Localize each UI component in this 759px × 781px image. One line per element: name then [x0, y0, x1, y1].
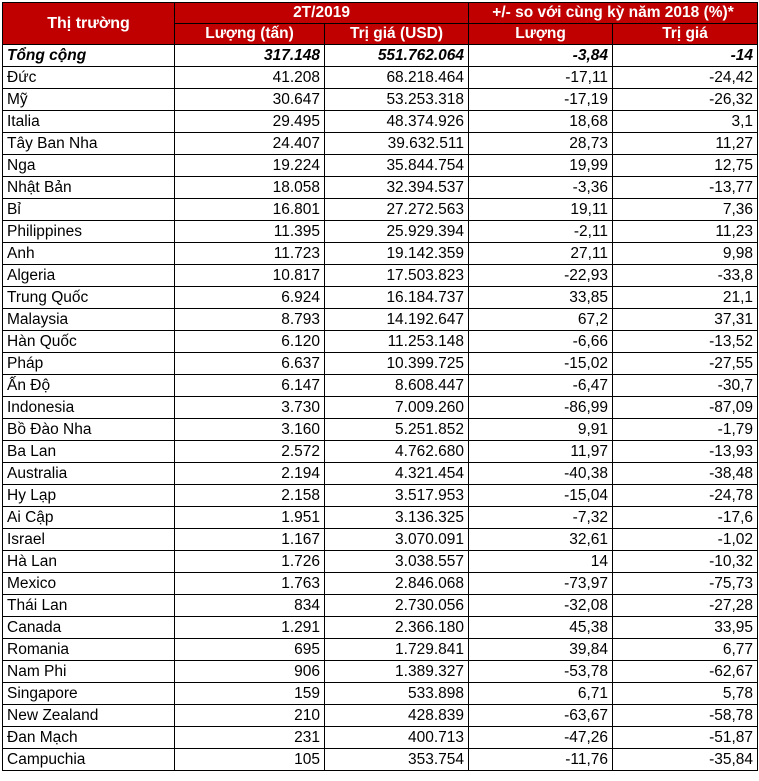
volume-cell: 3.160: [175, 419, 325, 441]
change-value-cell: 33,95: [613, 617, 758, 639]
volume-cell: 6.637: [175, 353, 325, 375]
change-volume-cell: -22,93: [469, 265, 613, 287]
volume-cell: 41.208: [175, 67, 325, 89]
value-cell: 10.399.725: [325, 353, 469, 375]
change-volume-cell: -15,04: [469, 485, 613, 507]
change-volume-cell: -53,78: [469, 661, 613, 683]
market-name: Trung Quốc: [3, 287, 175, 309]
value-cell: 3.038.557: [325, 551, 469, 573]
change-value-cell: -33,8: [613, 265, 758, 287]
value-cell: 3.070.091: [325, 529, 469, 551]
volume-cell: 2.194: [175, 463, 325, 485]
value-cell: 428.839: [325, 705, 469, 727]
table-row: [3, 595, 758, 617]
change-volume-cell: -6,66: [469, 331, 613, 353]
volume-cell: 3.730: [175, 397, 325, 419]
header-change: +/- so với cùng kỳ năm 2018 (%)*: [469, 3, 758, 24]
header-market: Thị trường: [3, 3, 175, 45]
change-value-cell: 11,23: [613, 221, 758, 243]
value-cell: 48.374.926: [325, 111, 469, 133]
table-row: [3, 265, 758, 287]
market-name: Mỹ: [3, 89, 175, 111]
table-row: [3, 353, 758, 375]
change-volume-cell: -2,11: [469, 221, 613, 243]
change-volume-cell: 39,84: [469, 639, 613, 661]
change-volume-cell: 9,91: [469, 419, 613, 441]
volume-cell: 834: [175, 595, 325, 617]
table-body: [3, 45, 758, 771]
value-cell: 1.729.841: [325, 639, 469, 661]
header-value: Trị giá (USD): [325, 24, 469, 45]
value-cell: 39.632.511: [325, 133, 469, 155]
change-volume-cell: -15,02: [469, 353, 613, 375]
market-name: Singapore: [3, 683, 175, 705]
table-row: [3, 463, 758, 485]
value-cell: 35.844.754: [325, 155, 469, 177]
value-cell: 7.009.260: [325, 397, 469, 419]
change-value-cell: 7,36: [613, 199, 758, 221]
value-cell: 533.898: [325, 683, 469, 705]
volume-cell: 30.647: [175, 89, 325, 111]
total-change-volume: -3,84: [469, 45, 613, 67]
market-name: Tây Ban Nha: [3, 133, 175, 155]
change-volume-cell: 27,11: [469, 243, 613, 265]
change-volume-cell: -40,38: [469, 463, 613, 485]
value-cell: 14.192.647: [325, 309, 469, 331]
table-row: [3, 287, 758, 309]
volume-cell: 6.120: [175, 331, 325, 353]
change-volume-cell: 45,38: [469, 617, 613, 639]
value-cell: 11.253.148: [325, 331, 469, 353]
change-volume-cell: -86,99: [469, 397, 613, 419]
change-value-cell: -62,67: [613, 661, 758, 683]
volume-cell: 2.572: [175, 441, 325, 463]
table-row: [3, 661, 758, 683]
change-volume-cell: 11,97: [469, 441, 613, 463]
volume-cell: 210: [175, 705, 325, 727]
market-name: Bỉ: [3, 199, 175, 221]
value-cell: 1.389.327: [325, 661, 469, 683]
market-name: Nam Phi: [3, 661, 175, 683]
change-value-cell: 21,1: [613, 287, 758, 309]
market-name: Đức: [3, 67, 175, 89]
market-name: Israel: [3, 529, 175, 551]
volume-cell: 6.147: [175, 375, 325, 397]
table-row: [3, 397, 758, 419]
value-cell: 4.762.680: [325, 441, 469, 463]
volume-cell: 695: [175, 639, 325, 661]
header-row-1: [3, 3, 758, 24]
change-value-cell: -51,87: [613, 727, 758, 749]
change-volume-cell: 18,68: [469, 111, 613, 133]
table-header: [3, 3, 758, 45]
header-change-volume: Lượng: [469, 24, 613, 45]
market-name: Algeria: [3, 265, 175, 287]
change-value-cell: -1,02: [613, 529, 758, 551]
volume-cell: 10.817: [175, 265, 325, 287]
volume-cell: 1.167: [175, 529, 325, 551]
change-value-cell: -38,48: [613, 463, 758, 485]
table-row: [3, 89, 758, 111]
table-row: [3, 683, 758, 705]
value-cell: 32.394.537: [325, 177, 469, 199]
market-name: Hà Lan: [3, 551, 175, 573]
volume-cell: 6.924: [175, 287, 325, 309]
change-value-cell: -87,09: [613, 397, 758, 419]
market-name: Thái Lan: [3, 595, 175, 617]
volume-cell: 11.723: [175, 243, 325, 265]
table-row: [3, 507, 758, 529]
volume-cell: 16.801: [175, 199, 325, 221]
change-volume-cell: 14: [469, 551, 613, 573]
volume-cell: 1.291: [175, 617, 325, 639]
table-row: [3, 617, 758, 639]
change-volume-cell: 32,61: [469, 529, 613, 551]
volume-cell: 8.793: [175, 309, 325, 331]
value-cell: 17.503.823: [325, 265, 469, 287]
change-value-cell: -17,6: [613, 507, 758, 529]
market-name: Mexico: [3, 573, 175, 595]
table-row: [3, 111, 758, 133]
value-cell: 16.184.737: [325, 287, 469, 309]
change-value-cell: -13,77: [613, 177, 758, 199]
change-value-cell: -10,32: [613, 551, 758, 573]
change-value-cell: 12,75: [613, 155, 758, 177]
change-volume-cell: -47,26: [469, 727, 613, 749]
market-name: Hy Lạp: [3, 485, 175, 507]
table-row: [3, 67, 758, 89]
change-volume-cell: -3,36: [469, 177, 613, 199]
table-row: [3, 375, 758, 397]
page: [2, 2, 758, 771]
value-cell: 68.218.464: [325, 67, 469, 89]
market-name: Ba Lan: [3, 441, 175, 463]
value-cell: 27.272.563: [325, 199, 469, 221]
table-row: [3, 177, 758, 199]
change-value-cell: -75,73: [613, 573, 758, 595]
market-name: Canada: [3, 617, 175, 639]
change-volume-cell: -32,08: [469, 595, 613, 617]
market-name: Hàn Quốc: [3, 331, 175, 353]
change-volume-cell: -7,32: [469, 507, 613, 529]
total-value: 551.762.064: [325, 45, 469, 67]
change-volume-cell: -63,67: [469, 705, 613, 727]
market-name: New Zealand: [3, 705, 175, 727]
header-volume: Lượng (tấn): [175, 24, 325, 45]
value-cell: 25.929.394: [325, 221, 469, 243]
change-value-cell: 9,98: [613, 243, 758, 265]
change-value-cell: 37,31: [613, 309, 758, 331]
table-row: [3, 551, 758, 573]
header-change-value: Trị giá: [613, 24, 758, 45]
change-value-cell: -27,28: [613, 595, 758, 617]
value-cell: 2.846.068: [325, 573, 469, 595]
volume-cell: 1.726: [175, 551, 325, 573]
table-row: [3, 529, 758, 551]
table-row: [3, 727, 758, 749]
change-volume-cell: 19,99: [469, 155, 613, 177]
change-value-cell: -1,79: [613, 419, 758, 441]
change-volume-cell: 28,73: [469, 133, 613, 155]
volume-cell: 1.951: [175, 507, 325, 529]
total-row: [3, 45, 758, 67]
change-volume-cell: 67,2: [469, 309, 613, 331]
market-name: Ấn Độ: [3, 375, 175, 397]
volume-cell: 2.158: [175, 485, 325, 507]
table-row: [3, 639, 758, 661]
change-volume-cell: -73,97: [469, 573, 613, 595]
market-name: Đan Mạch: [3, 727, 175, 749]
value-cell: 19.142.359: [325, 243, 469, 265]
value-cell: 2.730.056: [325, 595, 469, 617]
volume-cell: 11.395: [175, 221, 325, 243]
value-cell: 353.754: [325, 749, 469, 771]
table-row: [3, 573, 758, 595]
volume-cell: 231: [175, 727, 325, 749]
total-name: Tổng cộng: [3, 45, 175, 67]
value-cell: 2.366.180: [325, 617, 469, 639]
table-row: [3, 705, 758, 727]
value-cell: 400.713: [325, 727, 469, 749]
table-row: [3, 441, 758, 463]
value-cell: 3.517.953: [325, 485, 469, 507]
table-row: [3, 485, 758, 507]
change-value-cell: -13,93: [613, 441, 758, 463]
change-volume-cell: 6,71: [469, 683, 613, 705]
market-name: Nhật Bản: [3, 177, 175, 199]
table-row: [3, 243, 758, 265]
change-volume-cell: -11,76: [469, 749, 613, 771]
market-name: Italia: [3, 111, 175, 133]
market-name: Anh: [3, 243, 175, 265]
value-cell: 53.253.318: [325, 89, 469, 111]
change-value-cell: 3,1: [613, 111, 758, 133]
table-row: [3, 331, 758, 353]
volume-cell: 1.763: [175, 573, 325, 595]
market-name: Campuchia: [3, 749, 175, 771]
market-name: Australia: [3, 463, 175, 485]
change-value-cell: 11,27: [613, 133, 758, 155]
market-name: Pháp: [3, 353, 175, 375]
volume-cell: 18.058: [175, 177, 325, 199]
change-volume-cell: -17,19: [469, 89, 613, 111]
volume-cell: 29.495: [175, 111, 325, 133]
table-row: [3, 419, 758, 441]
change-value-cell: -24,78: [613, 485, 758, 507]
volume-cell: 906: [175, 661, 325, 683]
total-change-value: -14: [613, 45, 758, 67]
table-row: [3, 155, 758, 177]
change-value-cell: -30,7: [613, 375, 758, 397]
value-cell: 8.608.447: [325, 375, 469, 397]
table-row: [3, 749, 758, 771]
change-value-cell: -24,42: [613, 67, 758, 89]
market-name: Philippines: [3, 221, 175, 243]
market-name: Nga: [3, 155, 175, 177]
change-volume-cell: 33,85: [469, 287, 613, 309]
table-row: [3, 309, 758, 331]
volume-cell: 24.407: [175, 133, 325, 155]
value-cell: 4.321.454: [325, 463, 469, 485]
change-volume-cell: 19,11: [469, 199, 613, 221]
value-cell: 3.136.325: [325, 507, 469, 529]
change-value-cell: -35,84: [613, 749, 758, 771]
volume-cell: 105: [175, 749, 325, 771]
change-volume-cell: -17,11: [469, 67, 613, 89]
change-value-cell: -27,55: [613, 353, 758, 375]
total-volume: 317.148: [175, 45, 325, 67]
header-period: 2T/2019: [175, 3, 469, 24]
change-value-cell: 5,78: [613, 683, 758, 705]
value-cell: 5.251.852: [325, 419, 469, 441]
change-value-cell: 6,77: [613, 639, 758, 661]
table-row: [3, 133, 758, 155]
table-row: [3, 199, 758, 221]
volume-cell: 19.224: [175, 155, 325, 177]
change-value-cell: -13,52: [613, 331, 758, 353]
change-value-cell: -58,78: [613, 705, 758, 727]
change-value-cell: -26,32: [613, 89, 758, 111]
table-row: [3, 221, 758, 243]
market-name: Ai Cập: [3, 507, 175, 529]
market-name: Bồ Đào Nha: [3, 419, 175, 441]
market-name: Indonesia: [3, 397, 175, 419]
change-volume-cell: -6,47: [469, 375, 613, 397]
volume-cell: 159: [175, 683, 325, 705]
market-table: [2, 2, 758, 771]
market-name: Romania: [3, 639, 175, 661]
market-name: Malaysia: [3, 309, 175, 331]
